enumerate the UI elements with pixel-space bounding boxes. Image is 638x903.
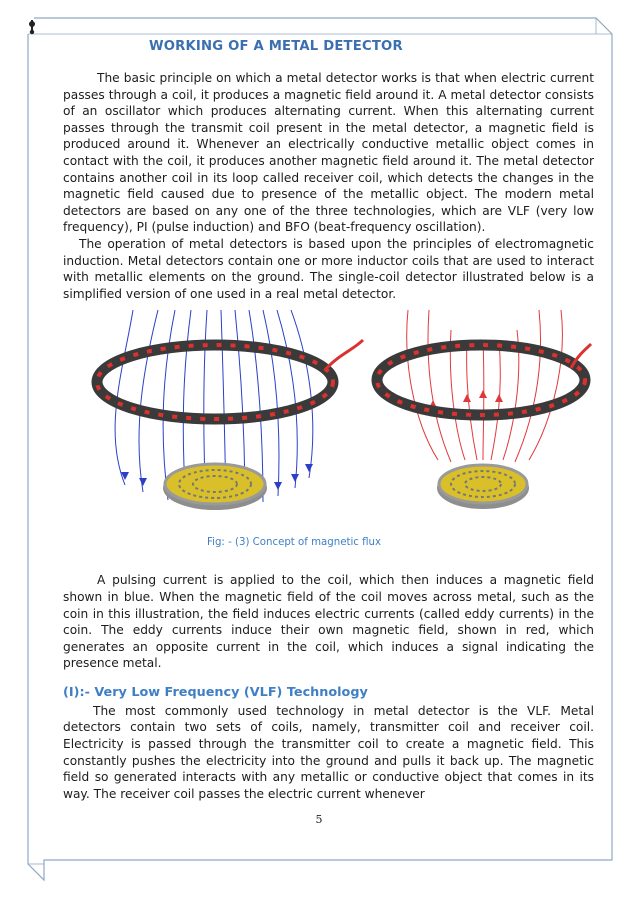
magnetic-flux-figure: [63, 310, 594, 530]
figure-caption: Fig: - (3) Concept of magnetic flux: [207, 537, 382, 549]
red-arrow-heads: [429, 390, 503, 408]
paragraph-pulsing-current: A pulsing current is applied to the coil, which then induces a magnetic field shown in blue. When the magnetic field of the coil moves across metal, such as the coin in this illustration, the field induces electric currents (called eddy currents) in the coin. The eddy currents induce their own magnetic field, shown in red, which generates an opposite current in the coil, which induces a signal indicating the presence metal.: [63, 573, 594, 671]
scroll-ornament-icon: [29, 20, 35, 34]
section-heading-vlf: (I):- Very Low Frequency (VLF) Technology: [63, 684, 368, 700]
left-coil: [97, 340, 363, 419]
red-field-lines: [407, 310, 563, 462]
page-number: 5: [315, 813, 323, 826]
page-content: [63, 38, 594, 802]
right-coin-icon: [437, 465, 529, 509]
page-title: WORKING OF A METAL DETECTOR: [149, 39, 403, 54]
paragraph-basic-principle: The basic principle on which a metal detector works is that when electric current passes through a coil, it produces a magnetic field around it. A metal detector consists of an oscillator which produces alternating current. When this alternating current passes through the transmit coil present in the metal detector, a magnetic field is produced around it. Whenever an electrically conductive metallic object comes in contact with the coil, it produces another magnetic field around it. The metal detector contains another coil in its loop called receiver coil, which detects the changes in the magnetic field caused due to presence of the metallic object. The modern metal detectors are based on any one of the three technologies, which are VLF (very low frequency), PI (pulse induction) and BFO (beat-frequency oscillation).: [63, 71, 594, 235]
paragraph-electromagnetic-induction: The operation of metal detectors is based upon the principles of electromagnetic induction. Metal detectors contain one or more inductor coils that are used to interact with metallic elements on the ground. The single-coil detector illustrated below is a simplified version of one used in a real metal detector.: [63, 236, 594, 301]
left-coin-icon: [163, 464, 267, 510]
paragraph-vlf: The most commonly used technology in metal detector is the VLF. Metal detectors contain two sets of coils, namely, transmitter coil and receiver coil. Electricity is passed through the transmitter coil to create a magnetic field. This constantly pushes the electricity into the ground and pulls it back up. The magnetic field so generated interacts with any metallic or conductive object that comes in its way. The receiver coil passes the electric current whenever: [63, 703, 594, 801]
